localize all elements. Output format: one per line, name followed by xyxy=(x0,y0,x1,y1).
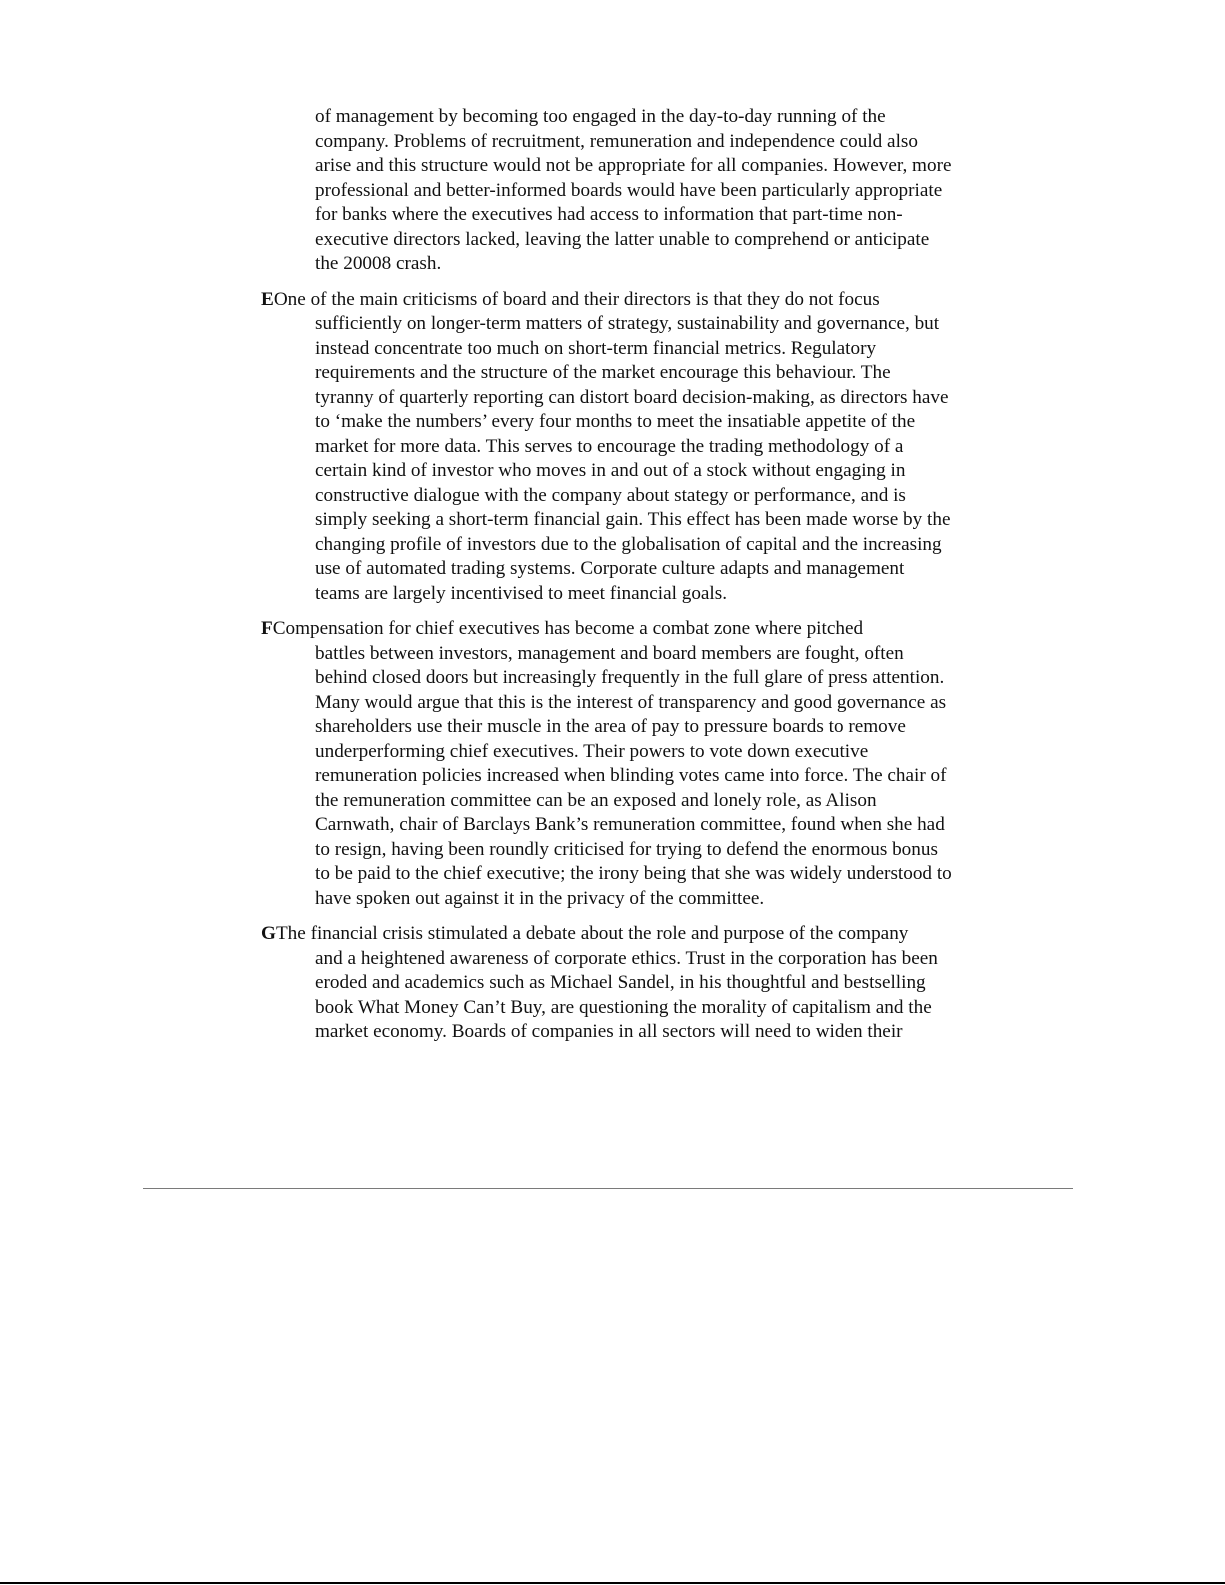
text-line xyxy=(261,922,971,947)
text-line: eroded and academics such as Michael Sandel, in his thoughtful and bestselling xyxy=(315,972,926,993)
text-line: book What Money Can’t Buy, are questioning the morality of capitalism and the xyxy=(315,996,932,1018)
text-line: of management by becoming too engaged in the day-to-day running of the xyxy=(315,106,886,127)
text-line: market for more data. This serves to encourage the trading methodology of a xyxy=(315,435,904,457)
text-line: Many would argue that this is the interest of transparency and good governance as xyxy=(315,691,947,713)
text-line: simply seeking a short-term financial gain. This effect has been made worse by the xyxy=(315,509,951,530)
text-line: tyranny of quarterly reporting can distort board decision-making, as directors have xyxy=(315,386,949,408)
text-line: certain kind of investor who moves in and out of a stock without engaging in xyxy=(315,460,906,481)
text-line: remuneration policies increased when blinding votes came into force. The chair of xyxy=(315,765,947,786)
text-line: to resign, having been roundly criticised for trying to defend the enormous bonus xyxy=(315,838,938,860)
text-line: have spoken out against it in the privacy of the committee. xyxy=(315,887,765,909)
text-line: market economy. Boards of companies in all sectors will need to widen their xyxy=(315,1021,903,1042)
text-line: arise and this structure would not be appropriate for all companies. However, more xyxy=(315,155,952,176)
text-line: company. Problems of recruitment, remuneration and independence could also xyxy=(315,130,918,152)
text-line: use of automated trading systems. Corporate culture adapts and management xyxy=(315,558,905,579)
text-line: sufficiently on longer-term matters of strategy, sustainability and governance, but xyxy=(315,313,940,334)
text-line: constructive dialogue with the company about stategy or performance, and is xyxy=(315,484,906,506)
text-line: teams are largely incentivised to meet financial goals. xyxy=(315,582,728,604)
text-line: the remuneration committee can be an exposed and lonely role, as Alison xyxy=(315,789,877,811)
text-line: for banks where the executives had access to information that part-time non- xyxy=(315,204,903,225)
paragraph-letter: E xyxy=(261,288,274,310)
text-line-body: One of the main criticisms of board and their directors is that they do not focus xyxy=(273,288,880,310)
page-content xyxy=(261,105,971,1056)
paragraph-f xyxy=(261,617,971,911)
page-bottom-edge xyxy=(0,1582,1225,1584)
text-line: and a heightened awareness of corporate ethics. Trust in the corporation has been xyxy=(315,947,938,969)
text-line: instead concentrate too much on short-term financial metrics. Regulatory xyxy=(315,337,877,359)
text-line-body: The financial crisis stimulated a debate about the role and purpose of the company xyxy=(275,923,909,944)
paragraph-letter: G xyxy=(261,923,276,944)
paragraph-e xyxy=(261,288,971,607)
text-line: Carnwath, chair of Barclays Bank’s remuneration committee, found when she had xyxy=(315,814,945,835)
text-line: to be paid to the chief executive; the irony being that she was widely understood to xyxy=(315,863,952,884)
text-line: shareholders use their muscle in the area of pay to pressure boards to remove xyxy=(315,716,906,737)
text-line: underperforming chief executives. Their powers to vote down executive xyxy=(315,740,869,762)
text-line xyxy=(261,617,971,642)
text-line: requirements and the structure of the market encourage this behaviour. The xyxy=(315,362,891,383)
text-line: to ‘make the numbers’ every four months to meet the insatiable appetite of the xyxy=(315,411,916,432)
paragraph-letter: F xyxy=(261,618,273,639)
text-line: the 20008 crash. xyxy=(315,253,442,274)
text-line xyxy=(261,288,971,313)
page-divider xyxy=(143,1188,1073,1189)
text-line: behind closed doors but increasingly frequently in the full glare of press attention. xyxy=(315,667,945,688)
continuation-paragraph xyxy=(315,105,971,277)
text-line: battles between investors, management and board members are fought, often xyxy=(315,642,904,664)
paragraph-g xyxy=(261,922,971,1045)
text-line-body: Compensation for chief executives has become a combat zone where pitched xyxy=(272,618,864,639)
text-line: professional and better-informed boards would have been particularly appropriate xyxy=(315,179,943,201)
text-line: changing profile of investors due to the globalisation of capital and the increasing xyxy=(315,533,942,555)
text-line: executive directors lacked, leaving the latter unable to comprehend or anticipate xyxy=(315,228,930,250)
